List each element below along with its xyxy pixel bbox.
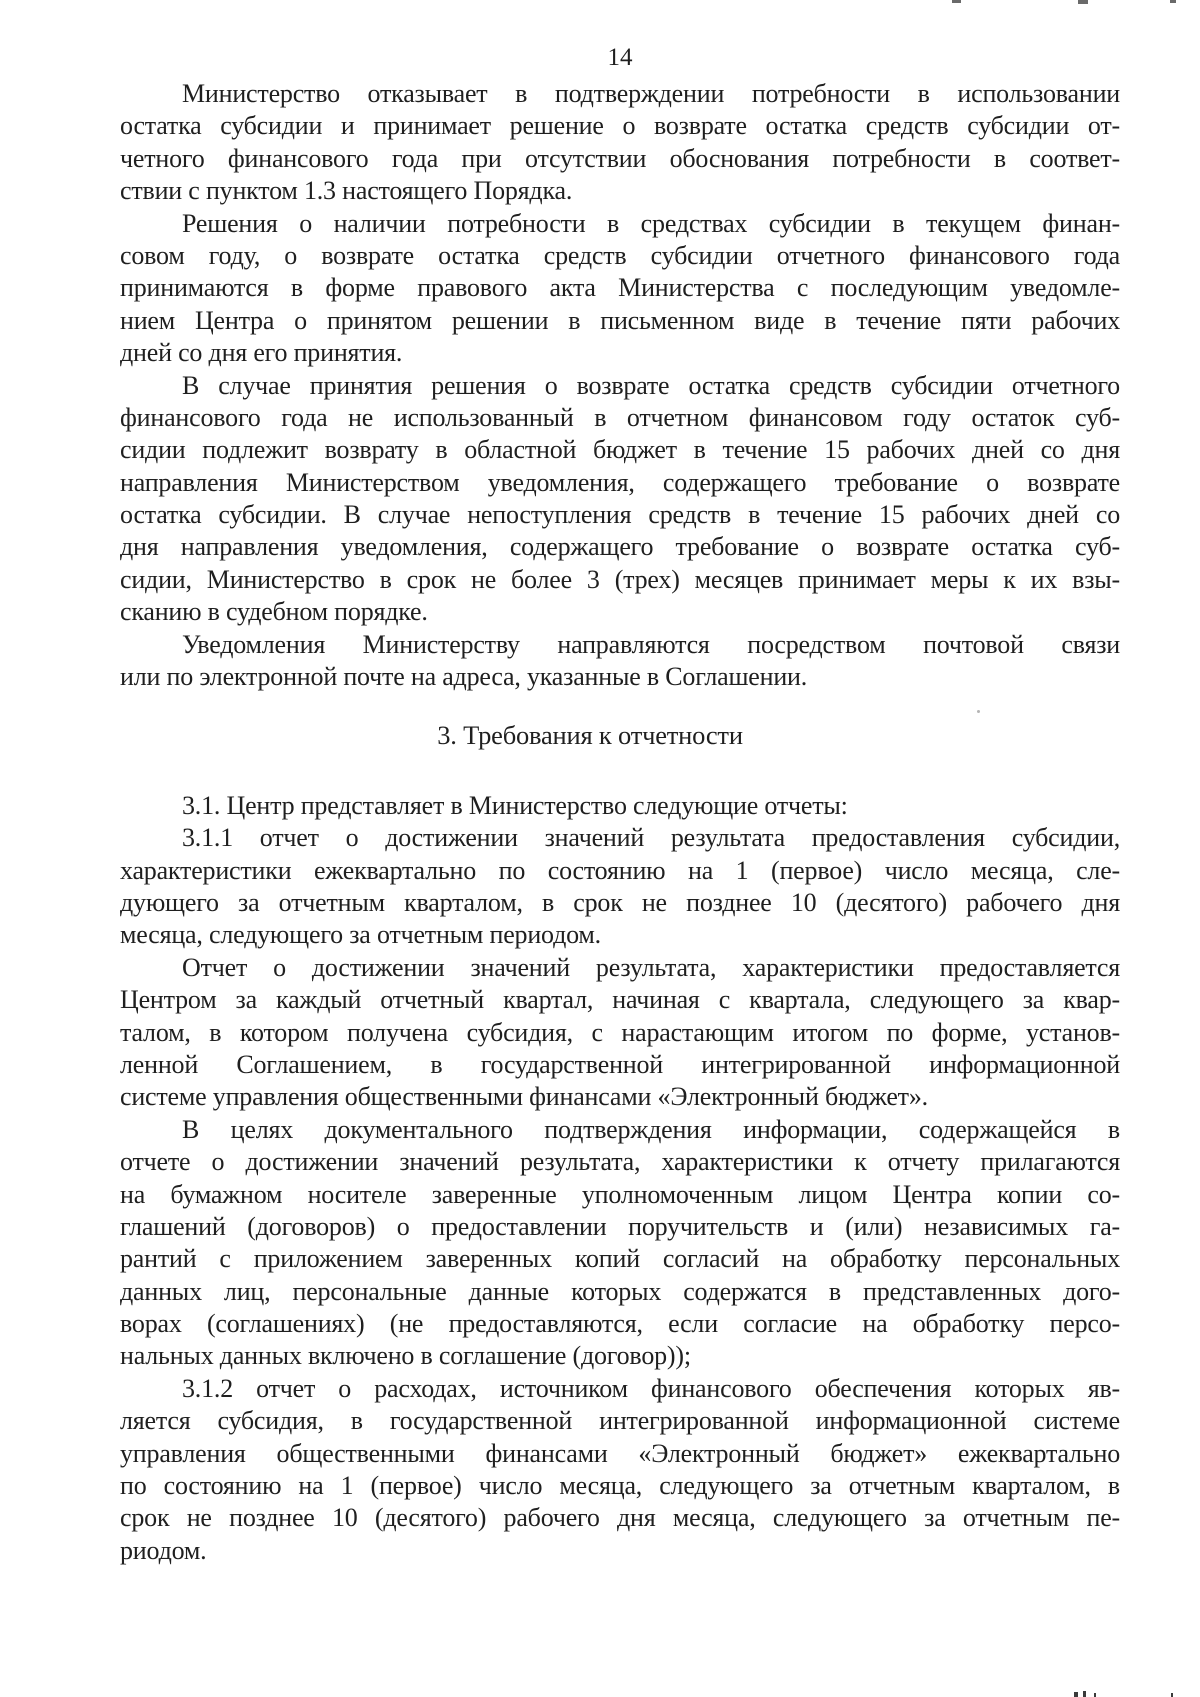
paragraph bbox=[120, 629, 1120, 694]
text-line: дней со дня его принятия. bbox=[120, 338, 403, 368]
scan-artifact bbox=[1078, 0, 1088, 4]
scan-artifact bbox=[1170, 0, 1176, 3]
text-line: месяца, следующего за отчетным периодом. bbox=[120, 920, 601, 950]
text-line: ворах (соглашениях) (не предоставляются, если согласие на обработку персо- bbox=[120, 1309, 1120, 1339]
text-line: 3.1.1 отчет о достижении значений результата предоставления субсидии, bbox=[182, 823, 1120, 853]
text-line: ствии с пунктом 1.3 настоящего Порядка. bbox=[120, 176, 573, 206]
text-line: Отчет о достижении значений результата, характеристики предоставляется bbox=[182, 952, 1120, 982]
text-line: Центром за каждый отчетный квартал, начиная с квартала, следующего за квар- bbox=[120, 985, 1120, 1015]
text-line: направления Министерством уведомления, содержащего требование о возврате bbox=[120, 467, 1120, 497]
paragraph bbox=[120, 952, 1120, 1114]
text-line: или по электронной почте на адреса, указанные в Соглашении. bbox=[120, 662, 808, 692]
text-line: сидии подлежит возврату в областной бюджет в течение 15 рабочих дней со дня bbox=[120, 435, 1120, 465]
paragraph bbox=[120, 78, 1120, 208]
text-line: риодом. bbox=[120, 1535, 207, 1565]
scan-artifact bbox=[952, 0, 961, 3]
text-line: Министерство отказывает в подтверждении потребности в использовании bbox=[182, 79, 1120, 108]
text-line: четного финансового года при отсутствии обоснования потребности в соответ- bbox=[120, 143, 1120, 173]
text-line: данных лиц, персональные данные которых содержатся в представленных дого- bbox=[120, 1276, 1120, 1306]
text-line: рантий с приложением заверенных копий согласий на обработку персональных bbox=[120, 1244, 1120, 1274]
text-line: глашений (договоров) о предоставлении поручительств и (или) независимых га- bbox=[120, 1211, 1120, 1241]
text-line: остатка субсидии. В случае непоступления средств в течение 15 рабочих дней со bbox=[120, 500, 1120, 530]
paragraph bbox=[120, 1114, 1120, 1373]
document-body bbox=[120, 78, 1120, 1567]
text-line: ляется субсидия, в государственной интегрированной информационной системе bbox=[120, 1406, 1120, 1436]
text-line: 3.1. Центр представляет в Министерство следующие отчеты: bbox=[182, 790, 848, 820]
text-line: В случае принятия решения о возврате остатка средств субсидии отчетного bbox=[182, 370, 1120, 400]
text-line: финансового года не использованный в отчетном финансовом году остаток суб- bbox=[120, 402, 1120, 432]
section-heading: 3. Требования к отчетности bbox=[437, 720, 743, 751]
text-line: принимаются в форме правового акта Министерства с последующим уведомле- bbox=[120, 273, 1120, 303]
paragraph bbox=[120, 822, 1120, 952]
scan-artifact bbox=[1083, 1691, 1086, 1697]
text-line: В целях документального подтверждения информации, содержащейся в bbox=[182, 1114, 1120, 1144]
paragraph bbox=[120, 208, 1120, 370]
text-line: срок не позднее 10 (десятого) рабочего дня месяца, следующего за отчетным пе- bbox=[120, 1503, 1120, 1533]
text-line: характеристики ежеквартально по состоянию на 1 (первое) число месяца, сле- bbox=[120, 855, 1120, 885]
paragraph bbox=[120, 790, 1120, 822]
text-line: сканию в судебном порядке. bbox=[120, 597, 428, 627]
text-line: совом году, о возврате остатка средств субсидии отчетного финансового года bbox=[120, 240, 1120, 270]
text-line: дующего за отчетным кварталом, в срок не позднее 10 (десятого) рабочего дня bbox=[120, 887, 1120, 917]
text-line: системе управления общественными финансами «Электронный бюджет». bbox=[120, 1082, 928, 1112]
text-line: дня направления уведомления, содержащего требование о возврате остатка суб- bbox=[120, 532, 1120, 562]
text-line: остатка субсидии и принимает решение о возврате остатка средств субсидии от- bbox=[120, 111, 1120, 141]
text-line: управления общественными финансами «Электронный бюджет» ежеквартально bbox=[120, 1438, 1120, 1468]
text-line: Уведомления Министерству направляются посредством почтовой связи bbox=[182, 629, 1120, 659]
text-line: нальных данных включено в соглашение (договор)); bbox=[120, 1341, 691, 1371]
paragraph bbox=[120, 370, 1120, 629]
text-line: 3.1.2 отчет о расходах, источником финансового обеспечения которых яв- bbox=[182, 1373, 1120, 1403]
text-line: по состоянию на 1 (первое) число месяца, следующего за отчетным кварталом, в bbox=[120, 1471, 1120, 1501]
scan-artifact bbox=[1074, 1692, 1078, 1697]
text-line: отчете о достижении значений результата, характеристики к отчету прилагаются bbox=[120, 1147, 1120, 1177]
text-line: ленной Соглашением, в государственной интегрированной информационной bbox=[120, 1049, 1120, 1079]
text-line: Решения о наличии потребности в средствах субсидии в текущем финан- bbox=[182, 208, 1120, 238]
scan-artifact bbox=[1171, 1693, 1173, 1697]
text-line: талом, в котором получена субсидия, с нарастающим итогом по форме, установ- bbox=[120, 1017, 1120, 1047]
paragraph bbox=[120, 1373, 1120, 1567]
text-line: нием Центра о принятом решении в письменном виде в течение пяти рабочих bbox=[120, 305, 1120, 335]
page-number: 14 bbox=[607, 44, 633, 71]
text-line: на бумажном носителе заверенные уполномоченным лицом Центра копии со- bbox=[120, 1179, 1120, 1209]
text-line: сидии, Министерство в срок не более 3 (трех) месяцев принимает меры к их взы- bbox=[120, 564, 1120, 594]
scan-artifact bbox=[1094, 1693, 1096, 1697]
